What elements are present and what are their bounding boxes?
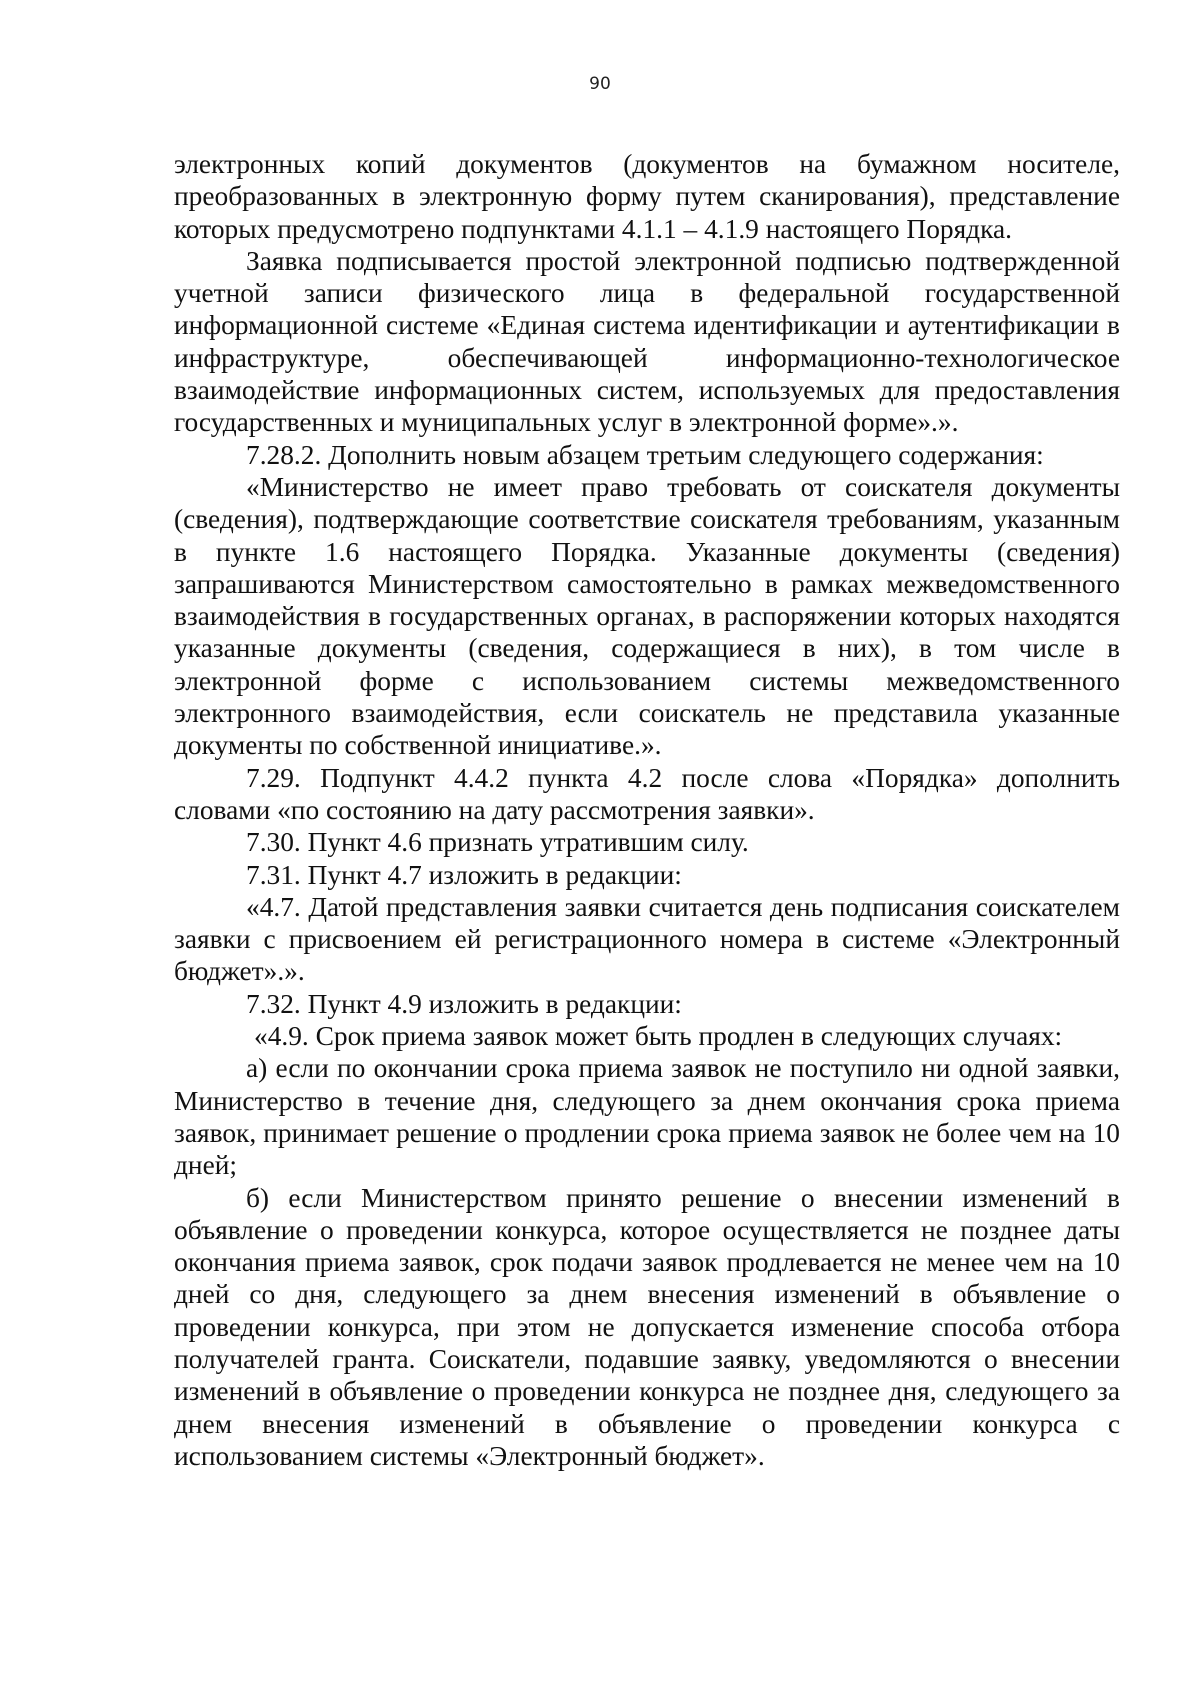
- paragraph-7-30: 7.30. Пункт 4.6 признать утратившим силу.: [246, 827, 749, 858]
- paragraph-ministry-rights: «Министерство не имеет право требовать от соискателя документы (сведения), подтверждающие соответствие соискателя требованиям, указанным в пункте 1.6 настоящего Порядка. Указанные документы (сведения) запрашиваются Министерством самостоятельно в рамках межведомственного взаимодействия в государственных органах, в распоряжении которых находятся указанные документы (сведения, содержащиеся в них), в том числе в электронной форме с использованием системы межведомственного электронного взаимодействия, если соискатель не представила указанные документы по собственной инициативе.».: [174, 471, 1120, 761]
- paragraph-4-9-a: а) если по окончании срока приема заявок не поступило ни одной заявки, Министерство в течение дня, следующего за днем окончания срока приема заявок, принимает решение о продлении срока приема заявок не более чем на 10 дней;: [174, 1053, 1120, 1181]
- paragraph-7-28-2: 7.28.2. Дополнить новым абзацем третьим следующего содержания:: [246, 439, 1044, 470]
- paragraph-signature-note: Заявка подписывается простой электронной подписью подтвержденной учетной записи физического лица в федеральной государственной информационной системе «Единая система идентификации и аутентификации в инфраструктуре, обеспечивающей информационно-технологическое взаимодействие информационных систем, используемых для предоставления государственных и муниципальных услуг в электронной форме».».: [174, 245, 1120, 438]
- paragraph-continuation: электронных копий документов (документов на бумажном носителе, преобразованных в электронную форму путем сканирования), представление которых предусмотрено подпунктами 4.1.1 – 4.1.9 настоящего Порядка.: [174, 149, 1120, 244]
- paragraph-4-9: «4.9. Срок приема заявок может быть продлен в следующих случаях:: [254, 1021, 1063, 1052]
- paragraph-7-29: 7.29. Подпункт 4.4.2 пункта 4.2 после слова «Порядка» дополнить словами «по состоянию на дату рассмотрения заявки».: [174, 762, 1120, 825]
- paragraph-7-32: 7.32. Пункт 4.9 изложить в редакции:: [246, 988, 682, 1019]
- paragraph-7-31: 7.31. Пункт 4.7 изложить в редакции:: [246, 859, 682, 890]
- paragraph-4-9-b: б) если Министерством принято решение о внесении изменений в объявление о проведении конкурса, которое осуществляется не позднее даты окончания приема заявок, срок подачи заявок продлевается не менее чем на 10 дней со дня, следующего за днем внесения изменений в объявление о проведении конкурса, при этом не допускается изменение способа отбора получателей гранта. Соискатели, подавшие заявку, уведомляются о внесении изменений в объявление о проведении конкурса не позднее дня, следующего за днем внесения изменений в объявление о проведении конкурса с использованием системы «Электронный бюджет».: [174, 1182, 1120, 1471]
- paragraph-4-7: «4.7. Датой представления заявки считается день подписания соискателем заявки с присвоением ей регистрационного номера в системе «Электронный бюджет».».: [174, 891, 1120, 987]
- page-number: 90: [589, 74, 611, 94]
- document-body: [174, 148, 1120, 1472]
